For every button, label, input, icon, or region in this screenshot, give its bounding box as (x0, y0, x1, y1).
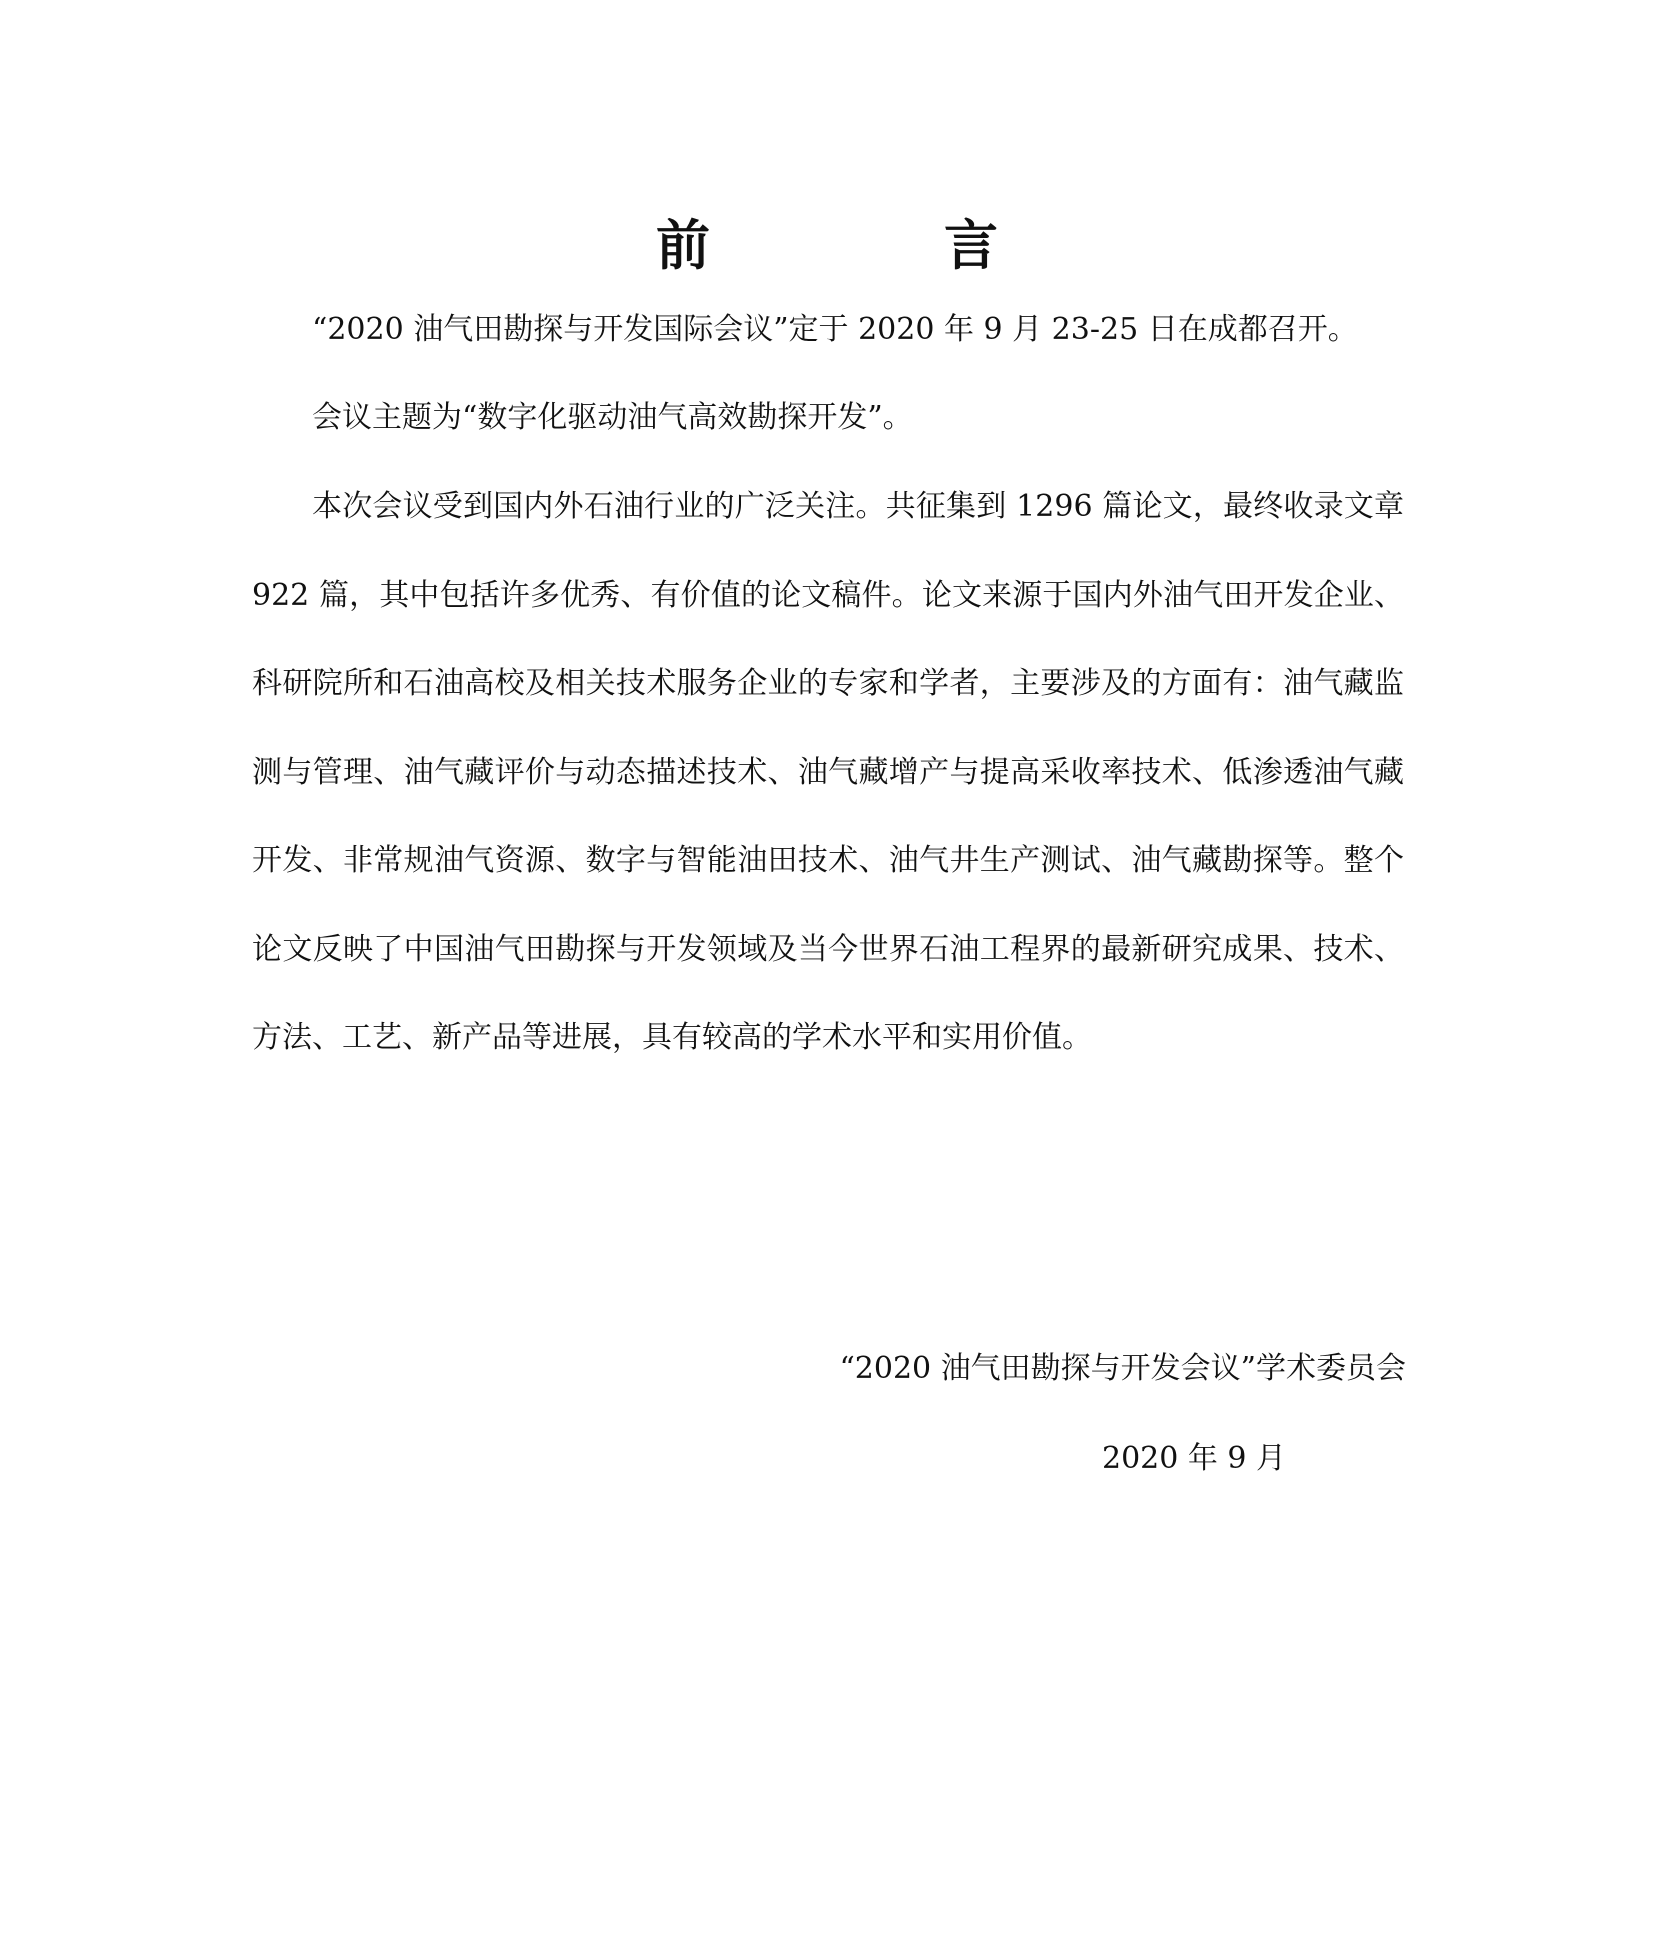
page-title: 前 言 (656, 213, 1088, 277)
signature-date: 2020 年 9 月 (1102, 1441, 1287, 1476)
signature-organization: “2020 油气田勘探与开发会议”学术委员会 (839, 1351, 1406, 1386)
paragraph-intro: “2020 油气田勘探与开发国际会议”定于 2020 年 9 月 23-25 日在成都召开。 (312, 312, 1358, 347)
paragraph-body: 本次会议受到国内外石油行业的广泛关注。共征集到 1296 篇论文，最终收录文章 922 篇，其中包括许多优秀、有价值的论文稿件。论文来源于国内外油气田开发企业、科研院所和石油高校及相关技术服务企业的专家和学者，主要涉及的方面有：油气藏监测与管理、油气藏评价与动态描述技术、油气藏增产与提高采收率技术、低渗透油气藏开发、非常规油气资源、数字与智能油田技术、油气井生产测试、油气藏勘探等。整个论文反映了中国油气田勘探与开发领域及当今世界石油工程界的最新研究成果、技术、方法、工艺、新产品等进展，具有较高的学术水平和实用价值。 (252, 489, 1404, 1055)
paragraph-theme: 会议主题为“数字化驱动油气高效勘探开发”。 (312, 400, 913, 435)
